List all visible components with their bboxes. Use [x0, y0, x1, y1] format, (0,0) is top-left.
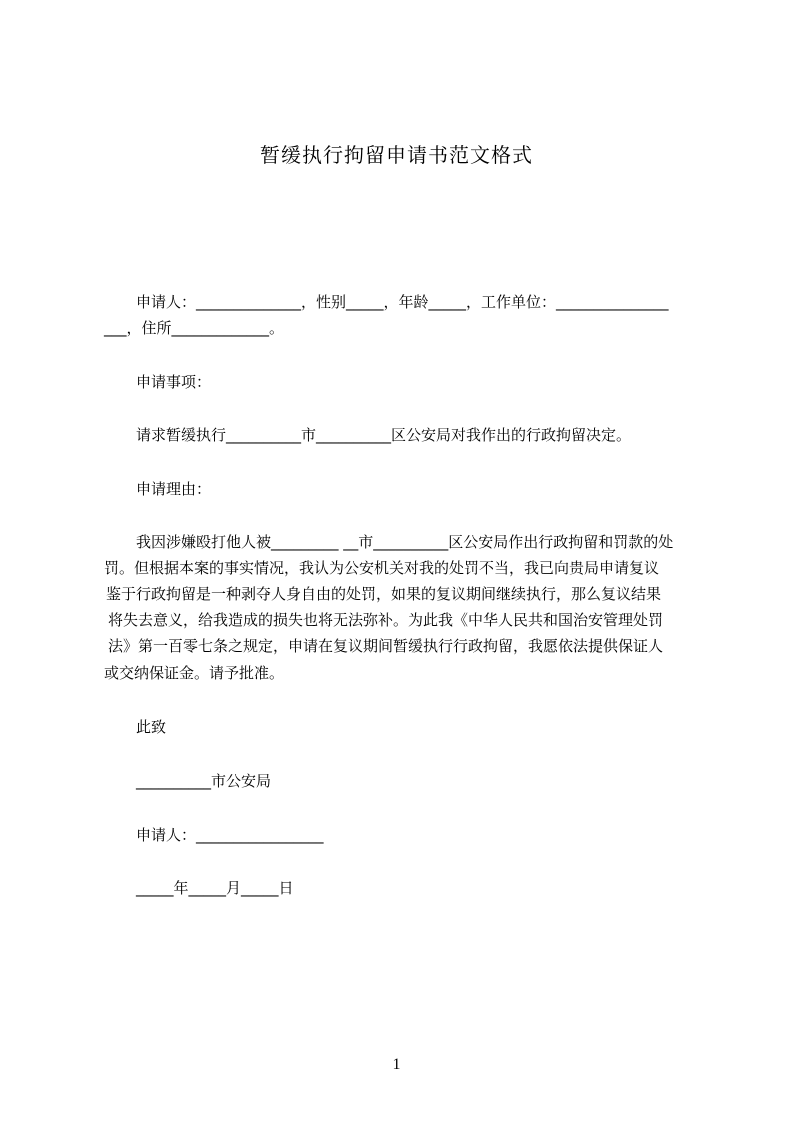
reason-line-5: 法》第一百零七条之规定，申请在复议期间暂缓执行行政拘留，我愿依法提供保证人: [108, 637, 664, 655]
reason-line-3: 鉴于行政拘留是一种剥夺人身自由的处罚，如果的复议期间继续执行，那么复议结果: [106, 585, 662, 603]
recipient-line: __________市公安局: [136, 772, 272, 790]
page-number: 1: [392, 1056, 401, 1073]
reason-line-4: 将失去意义，给我造成的损失也将无法弥补。为此我《中华人民共和国治安管理处罚: [108, 611, 664, 629]
applicant-info-line-2: ___，住所_____________。: [104, 319, 285, 337]
request-heading: 申请事项：: [136, 373, 212, 391]
reason-heading: 申请理由：: [136, 480, 212, 498]
applicant-info-line-1: 申请人：______________，性别_____，年龄_____，工作单位：_______________: [136, 293, 669, 311]
reason-line-1: 我因涉嫌殴打他人被_________ __市__________区公安局作出行政拘留和罚款的处: [136, 533, 674, 551]
reason-line-2: 罚。但根据本案的事实情况，我认为公安机关对我的处罚不当，我已向贵局申请复议: [104, 559, 660, 577]
closing-phrase: 此致: [136, 718, 167, 736]
document-title: 暂缓执行拘留申请书范文格式: [260, 143, 533, 167]
date-line: _____年_____月_____日: [136, 879, 294, 897]
reason-line-6: 或交纳保证金。请予批准。: [104, 664, 285, 682]
request-text: 请求暂缓执行__________市__________区公安局对我作出的行政拘留决定。: [136, 426, 632, 444]
signature-line: 申请人：_________________: [136, 826, 324, 844]
